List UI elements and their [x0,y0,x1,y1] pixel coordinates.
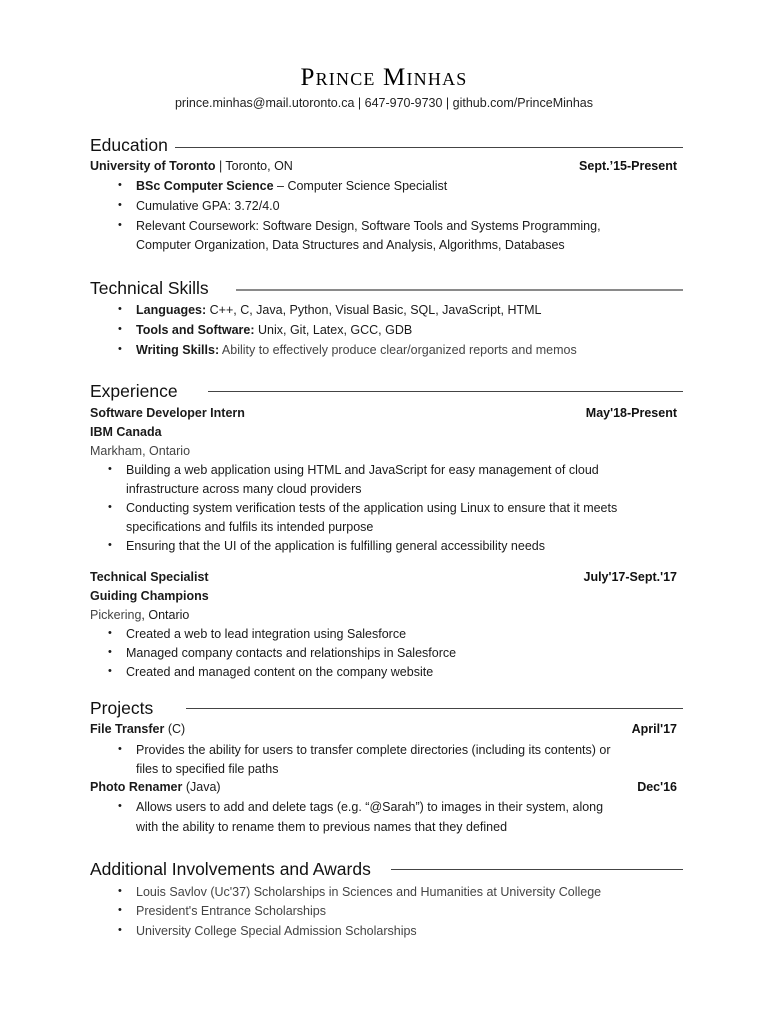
section-rule-awards [391,869,683,870]
section-rule-education [175,147,683,148]
list-item [118,323,413,337]
bullet-icon: • [118,924,122,936]
list-item [118,199,280,213]
skills-tools: Unix, Git, Latex, GCC, GDB [254,323,413,337]
list-item [118,904,326,918]
section-rule-skills [236,289,683,291]
job2-location-province: , Ontario [141,608,190,622]
bullet-icon: • [118,800,122,812]
skills-languages: C++, C, Java, Python, Visual Basic, SQL, JavaScript, HTML [206,303,542,317]
section-rule-experience [208,391,683,392]
bullet-icon: • [108,627,112,639]
job2-bullet-3: Created and managed content on the company website [126,665,434,679]
list-item [118,885,602,899]
bullet-icon: • [108,501,112,513]
section-rule-projects [186,708,683,709]
education-degree-rest: – Computer Science Specialist [273,179,448,193]
project1-bullet-1a: Provides the ability for users to transfer complete directories (including its contents) or [136,743,611,757]
section-title-skills: Technical Skills [90,278,209,298]
education-school: University of Toronto [90,159,216,173]
list-item [108,665,434,679]
education-degree: BSc Computer Science [136,179,274,193]
job1-bullet-2a: Conducting system verification tests of the application using Linux to ensure that it meets [126,501,618,515]
job2-dates: July'17-Sept.'17 [583,570,677,584]
skills-writing: Ability to effectively produce clear/organized reports and memos [219,343,577,357]
skills-writing-label: Writing Skills: [136,343,220,357]
education-school-line [90,159,293,173]
job1-company: IBM Canada [90,425,162,439]
education-coursework-1: Relevant Coursework: Software Design, Software Tools and Systems Programming, [136,219,601,233]
bullet-icon: • [118,743,122,755]
job1-dates: May'18-Present [585,406,677,420]
section-title-experience: Experience [90,381,178,401]
bullet-icon: • [118,323,122,335]
project1-date: April'17 [631,722,677,736]
bullet-icon: • [108,539,112,551]
bullet-icon: • [118,885,122,897]
list-item [108,463,599,477]
project2-name: Photo Renamer [90,780,183,794]
list-item [118,179,448,193]
list-item [108,501,618,515]
list-item [118,800,604,814]
project2-bullet-1b: with the ability to rename them to previous names that they defined [136,820,508,834]
resume-name: Prince Minhas [300,64,468,91]
section-title-awards: Additional Involvements and Awards [90,859,371,879]
education-coursework-2: Computer Organization, Data Structures and Analysis, Algorithms, Databases [136,238,565,252]
bullet-icon: • [118,904,122,916]
job2-bullet-2: Managed company contacts and relationships in Salesforce [126,646,457,660]
project2-line [90,780,221,794]
skills-languages-label: Languages: [136,303,207,317]
project2-date: Dec'16 [637,780,677,794]
list-item [118,219,601,233]
list-item [118,924,417,938]
job2-bullet-1: Created a web to lead integration using Salesforce [126,627,407,641]
project1-lang: (C) [164,722,186,736]
job1-bullet-1b: infrastructure across many cloud providers [126,482,362,496]
education-dates: Sept.’15-Present [579,159,677,173]
bullet-icon: • [108,665,112,677]
job1-bullet-1a: Building a web application using HTML and JavaScript for easy management of cloud [126,463,599,477]
award-2: President's Entrance Scholarships [136,904,326,918]
education-location: | Toronto, ON [215,159,293,173]
job1-bullet-2b: specifications and fulfils its intended purpose [126,520,374,534]
education-gpa: Cumulative GPA: 3.72/4.0 [136,199,280,213]
skills-tools-label: Tools and Software: [136,323,255,337]
project1-line [90,722,185,736]
bullet-icon: • [118,303,122,315]
contact-line: prince.minhas@mail.utoronto.ca | 647-970-9730 | github.com/PrinceMinhas [174,96,593,110]
project1-bullet-1b: files to specified file paths [136,762,279,776]
job1-bullet-3: Ensuring that the UI of the application is fulfilling general accessibility needs [126,539,545,553]
project2-bullet-1a: Allows users to add and delete tags (e.g. “@Sarah”) to images in their system, along [136,800,604,814]
bullet-icon: • [118,199,122,211]
list-item [108,646,457,660]
list-item [118,743,611,757]
job1-role: Software Developer Intern [90,406,245,420]
project2-lang: (Java) [182,780,221,794]
job2-company: Guiding Champions [90,589,209,603]
bullet-icon: • [118,179,122,191]
bullet-icon: • [118,343,122,355]
list-item [108,539,545,553]
job1-location: Markham, Ontario [90,444,191,458]
section-title-education: Education [90,135,168,155]
bullet-icon: • [108,646,112,658]
project1-name: File Transfer [90,722,165,736]
job2-location-line [90,608,189,622]
award-1: Louis Savlov (Uc'37) Scholarships in Sciences and Humanities at University College [136,885,602,899]
job2-location-city: Pickering [90,608,142,622]
job2-role: Technical Specialist [90,570,209,584]
bullet-icon: • [118,219,122,231]
list-item [108,627,407,641]
bullet-icon: • [108,463,112,475]
list-item [118,343,577,357]
section-title-projects: Projects [90,698,154,718]
award-3: University College Special Admission Scholarships [136,924,417,938]
list-item [118,303,542,317]
